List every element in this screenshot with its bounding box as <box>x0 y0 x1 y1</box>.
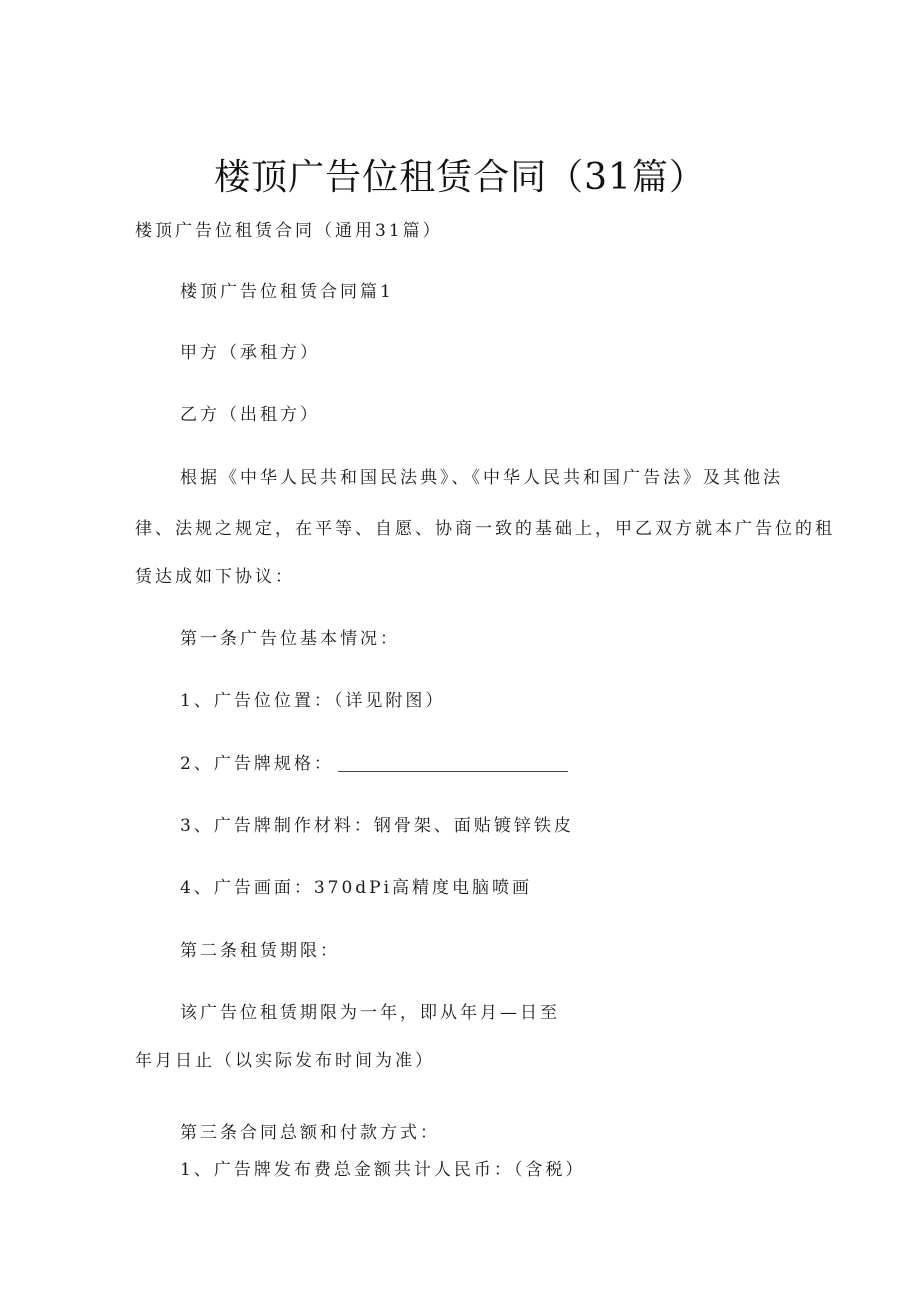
party-b-label: 乙方（出租方） <box>180 405 320 425</box>
article-3-heading: 第三条合同总额和付款方式： <box>180 1123 440 1143</box>
document-subtitle: 楼顶广告位租赁合同（通用31篇） <box>135 221 443 241</box>
section-heading: 楼顶广告位租赁合同篇1 <box>180 282 394 302</box>
article-2-line-2: 年月日止（以实际发布时间为准） <box>135 1051 435 1071</box>
article-3-item-1: 1、广告牌发布费总金额共计人民币：（含税） <box>180 1160 586 1180</box>
article-2-line-1: 该广告位租赁期限为一年，即从年月—日至 <box>180 1003 560 1023</box>
article-1-heading: 第一条广告位基本情况： <box>180 629 400 649</box>
preamble-line-3: 赁达成如下协议： <box>135 567 295 587</box>
article-2-heading: 第二条租赁期限： <box>180 941 340 961</box>
preamble-line-2: 律、法规之规定，在平等、自愿、协商一致的基础上，甲乙双方就本广告位的租 <box>135 519 835 539</box>
article-1-item-1: 1、广告位位置：（详见附图） <box>180 691 446 711</box>
document-title: 楼顶广告位租赁合同（31篇） <box>214 157 706 198</box>
blank-line <box>338 757 568 772</box>
article-1-item-3: 3、广告牌制作材料：钢骨架、面贴镀锌铁皮 <box>180 816 574 836</box>
party-a-label: 甲方（承租方） <box>180 343 320 363</box>
preamble-line-1: 根据《中华人民共和国民法典》、《中华人民共和国广告法》及其他法 <box>180 468 783 488</box>
article-1-item-2-label: 2、广告牌规格： <box>180 754 334 774</box>
article-1-item-2 <box>180 751 568 777</box>
article-1-item-4: 4、广告画面：370dPi高精度电脑喷画 <box>180 878 533 898</box>
